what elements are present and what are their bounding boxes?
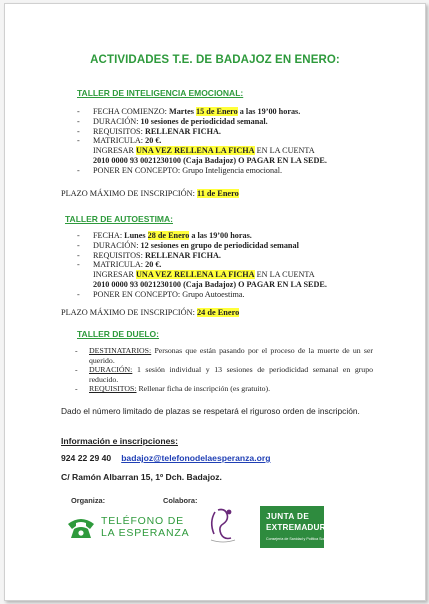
taller2-duracion-row: - DURACIÓN: 12 sesiones en grupo de periodicidad semanal	[77, 240, 299, 250]
taller3-destinatarios-row: - DESTINATARIOS: Personas que están pasando por el proceso de la muerte de un ser querido.	[75, 346, 373, 365]
fecha-label: FECHA:	[93, 231, 123, 240]
taller2-fecha-row: - FECHA: Lunes 28 de Enero a las 19’00 horas.	[77, 231, 252, 240]
matricula-value: 20 €.	[145, 136, 162, 146]
taller1-requisitos-row: - REQUISITOS: RELLENAR FICHA.	[77, 126, 221, 136]
organiza-label: Organiza:	[71, 496, 106, 505]
document-page	[4, 3, 426, 601]
taller2-matricula-row: - MATRICULA: 20 €.	[77, 260, 162, 270]
contact-line	[61, 453, 270, 463]
ingresar-label: INGRESAR	[93, 270, 134, 280]
section-heading-inteligencia-emocional: TALLER DE INTELIGENCIA EMOCIONAL:	[77, 88, 244, 98]
requisitos-label: REQUISITOS:	[89, 384, 137, 394]
concepto-value: Grupo Inteligencia emocional.	[182, 165, 283, 175]
matricula-value: 20 €.	[145, 260, 162, 270]
duracion-label: DURACIÓN:	[89, 365, 133, 375]
concepto-label: PONER EN CONCEPTO:	[93, 289, 181, 299]
destinatarios-value: Personas que están pasando por el proceso de la muerte de un ser querido.	[89, 346, 373, 365]
taller3-details	[75, 346, 373, 394]
email-link[interactable]: badajoz@telefonodelaesperanza.org	[121, 453, 271, 463]
duracion-value: 10 sesiones de periodicidad semanal.	[140, 116, 268, 126]
collaborator-logo	[205, 504, 241, 544]
telefono-esperanza-logo	[65, 514, 190, 544]
junta-line1: JUNTA DE	[266, 512, 310, 521]
colabora-label: Colabora:	[163, 496, 198, 505]
taller2-requisitos-row: - REQUISITOS: RELLENAR FICHA.	[77, 250, 221, 260]
taller1-plazo	[61, 189, 239, 198]
taller2-plazo	[61, 308, 239, 317]
registration-note: Dado el número limitado de plazas se respetará el riguroso orden de inscripción.	[61, 406, 360, 416]
organizer-line2: LA ESPERANZA	[101, 527, 190, 539]
phone-number: 924 22 29 40	[61, 453, 112, 463]
fecha-weekday: Martes	[168, 107, 194, 116]
fecha-highlight: 28 de Enero	[147, 231, 190, 240]
fecha-label: FECHA COMIENZO:	[93, 107, 167, 116]
taller3-duracion-row: - DURACIÓN: 1 sesión individual y 13 sesiones de periodicidad semanal en grupo reducido.	[75, 365, 374, 384]
figure-emblem-icon	[205, 504, 241, 544]
duracion-value: 1 sesión individual y 13 sesiones de periodicidad semanal en grupo reducido.	[89, 365, 374, 384]
taller1-duracion-row: - DURACIÓN: 10 sesiones de periodicidad semanal.	[77, 116, 268, 126]
address-line: C/ Ramón Albarran 15, 1º Dch. Badajoz.	[61, 472, 222, 482]
destinatarios-label: DESTINATARIOS:	[89, 346, 152, 355]
taller2-cuenta-row: 2010 0000 93 0021230100 (Caja Badajoz) O PAGAR EN LA SEDE.	[93, 279, 327, 289]
taller2-concepto-row: - PONER EN CONCEPTO: Grupo Autoestima.	[77, 289, 245, 299]
ingresar-highlight: UNA VEZ RELLENA LA FICHA	[136, 270, 255, 280]
taller2-ingresar-row	[77, 270, 327, 280]
concepto-label: PONER EN CONCEPTO:	[93, 165, 181, 175]
plazo-label: PLAZO MÁXIMO DE INSCRIPCIÓN:	[61, 189, 195, 198]
ingresar-post: EN LA CUENTA	[256, 146, 315, 156]
requisitos-value: RELLENAR FICHA.	[144, 126, 221, 136]
taller1-details	[77, 107, 327, 176]
taller3-requisitos-row: - REQUISITOS: Rellenar ficha de inscripción (es gratuito).	[75, 384, 271, 394]
taller1-ingresar-row	[77, 146, 327, 156]
matricula-label: MATRICULA:	[93, 136, 144, 146]
section-heading-duelo: TALLER DE DUELO:	[77, 329, 160, 339]
duracion-label: DURACIÓN:	[93, 116, 139, 126]
plazo-highlight: 24 de Enero	[197, 308, 240, 317]
section-heading-autoestima: TALLER DE AUTOESTIMA:	[65, 214, 173, 224]
taller1-fecha-row: - FECHA COMIENZO: Martes 15 de Enero a las 19’00 horas.	[77, 107, 301, 116]
matricula-label: MATRICULA:	[93, 260, 144, 270]
junta-line3: Consejería de Sanidad y Política Social	[266, 537, 329, 541]
fecha-weekday: Lunes	[124, 231, 146, 240]
requisitos-label: REQUISITOS:	[93, 126, 143, 136]
junta-extremadura-logo	[260, 506, 332, 548]
ingresar-highlight: UNA VEZ RELLENA LA FICHA	[136, 146, 255, 156]
ingresar-post: EN LA CUENTA	[256, 270, 315, 280]
junta-line2: EXTREMADURA	[266, 523, 332, 532]
requisitos-value: Rellenar ficha de inscripción (es gratuito).	[138, 384, 271, 394]
taller2-details	[77, 231, 327, 300]
concepto-value: Grupo Autoestima.	[182, 289, 245, 299]
fecha-time: a las 19’00 horas.	[239, 107, 301, 116]
duracion-label: DURACIÓN:	[93, 240, 139, 250]
requisitos-value: RELLENAR FICHA.	[144, 250, 221, 260]
plazo-label: PLAZO MÁXIMO DE INSCRIPCIÓN:	[61, 308, 195, 317]
fecha-highlight: 15 de Enero	[196, 107, 238, 116]
organizer-line1: TELÉFONO DE	[101, 515, 184, 527]
ingresar-label: INGRESAR	[93, 146, 134, 156]
taller1-concepto-row: - PONER EN CONCEPTO: Grupo Inteligencia emocional.	[77, 165, 283, 175]
page-title: ACTIVIDADES T.E. DE BADAJOZ EN ENERO:	[90, 54, 340, 66]
phone-handset-icon	[65, 514, 97, 542]
plazo-highlight: 11 de Enero	[197, 189, 239, 198]
organizer-name	[101, 515, 189, 539]
fecha-time: a las 19’00 horas.	[191, 231, 252, 240]
duracion-value: 12 sesiones en grupo de periodicidad semanal	[140, 240, 299, 250]
info-heading: Información e inscripciones:	[61, 436, 178, 446]
taller1-matricula-row: - MATRICULA: 20 €.	[77, 136, 162, 146]
taller1-cuenta-row: 2010 0000 93 0021230100 (Caja Badajoz) O PAGAR EN LA SEDE.	[93, 155, 327, 165]
requisitos-label: REQUISITOS:	[93, 250, 143, 260]
